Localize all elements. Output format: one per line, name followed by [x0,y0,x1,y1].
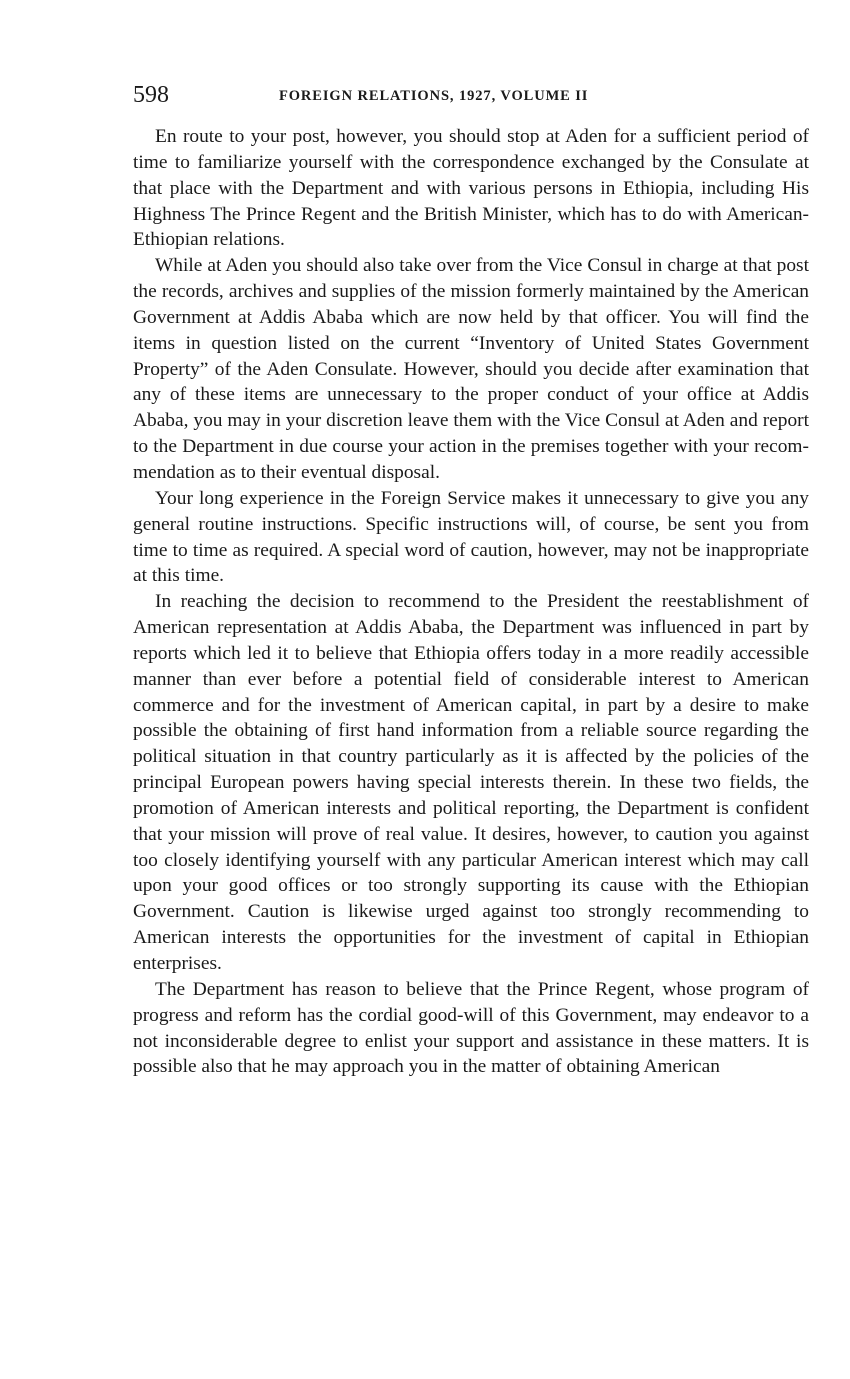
paragraph-mission-records: While at Aden you should also take over from the Vice Consul in charge at that post the records, archives and supplies of the mission formerly maintained by the American Government at Addis Ababa which are now held by that officer. You will find the items in question listed on the current “Inventory of United States Government Property” of the Aden Consulate. However, should you decide after examination that any of these items are unnecessary to the proper conduct of your office at Addis Ababa, you may in your discretion leave them with the Vice Consul at Aden and report to the Department in due course your action in the premises together with your recommendation as to their eventual disposal. [133,255,809,483]
paragraph-general-instructions: Your long experience in the Foreign Service makes it unnecessary to give you any general routine instructions. Specific instructions will, of course, be sent you from time to time as required. A special word of caution, however, may not be inappropriate at this time. [133,487,809,587]
paragraph-prince-regent: The Department has reason to believe that the Prince Regent, whose program of progress and reform has the cordial good-will of this Government, may endeavor to a not inconsiderable degree to enlist your support and assistance in these matters. It is possible also that he may approach you in the matter of obtaining American [133,978,809,1078]
page-number: 598 [133,82,169,108]
running-head [133,80,813,110]
body-text [133,124,809,1080]
running-head-title: FOREIGN RELATIONS, 1927, VOLUME II [279,88,589,104]
paragraph-american-representation: In reaching the decision to recommend to the President the reestablishment of American representation at Addis Ababa, the Department was influenced in part by reports which led it to believe that Ethiopia offers today in a more readily accessible manner than ever before a potential field of considerable interest to American commerce and for the investment of American capital, in part by a desire to make possible the obtaining of first hand information from a reliable source regarding the political situation in that country particularly as it is affected by the policies of the principal European powers having special interests therein. In these two fields, the promotion of American interests and political reporting, the Department is confident that your mission will prove of real value. It desires, however, to caution you against too closely identifying yourself with any particular American interest which may call upon your good offices or too strongly supporting its cause with the Ethiopian Government. Caution is likewise urged against too strongly recommending to American interests the opportunities for the investment of capital in Ethiopian enterprises. [133,591,809,974]
paragraph-aden-correspondence: En route to your post, however, you should stop at Aden for a sufficient period of time to familiarize yourself with the correspondence exchanged by the Consulate at that place with the Department and with various persons in Ethiopia, including His Highness The Prince Regent and the British Minister, which has to do with American-Ethiopian relations. [133,126,809,251]
